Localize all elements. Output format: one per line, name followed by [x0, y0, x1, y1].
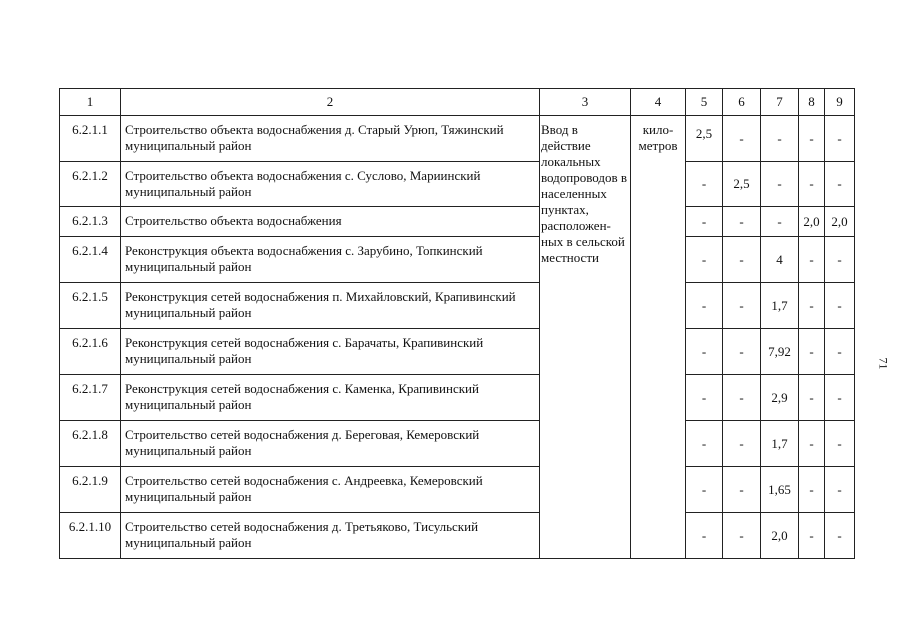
- value-col-8: -: [799, 283, 825, 329]
- table-row: [60, 116, 855, 162]
- row-name: Реконструкция сетей водоснабжения с. Каменка, Крапивинский муниципальный район: [121, 375, 540, 421]
- header-col-9: 9: [825, 89, 855, 116]
- row-number: 6.2.1.3: [60, 207, 121, 237]
- table-row: [60, 283, 855, 329]
- value-col-7: -: [761, 116, 799, 162]
- page-number: 71: [876, 357, 891, 370]
- value-col-8: -: [799, 237, 825, 283]
- table-row: [60, 207, 855, 237]
- table-row: [60, 375, 855, 421]
- row-number: 6.2.1.1: [60, 116, 121, 162]
- row-name: Реконструкция сетей водоснабжения с. Барачаты, Крапивинский муниципальный район: [121, 329, 540, 375]
- value-col-9: -: [825, 283, 855, 329]
- row-name: Строительство сетей водоснабжения с. Андреевка, Кемеровский муниципальный район: [121, 467, 540, 513]
- value-col-8: -: [799, 329, 825, 375]
- value-col-9: -: [825, 116, 855, 162]
- value-col-9: -: [825, 513, 855, 559]
- value-col-8: -: [799, 421, 825, 467]
- header-col-3: 3: [540, 89, 631, 116]
- value-col-5: -: [686, 207, 723, 237]
- measures-table: [59, 88, 855, 559]
- value-col-9: 2,0: [825, 207, 855, 237]
- value-col-9: -: [825, 421, 855, 467]
- value-col-6: -: [723, 513, 761, 559]
- row-number: 6.2.1.7: [60, 375, 121, 421]
- table-row: [60, 513, 855, 559]
- row-number: 6.2.1.4: [60, 237, 121, 283]
- row-name: Строительство сетей водоснабжения д. Береговая, Кемеровский муниципальный район: [121, 421, 540, 467]
- value-col-9: -: [825, 237, 855, 283]
- value-col-6: -: [723, 116, 761, 162]
- value-col-8: 2,0: [799, 207, 825, 237]
- value-col-5: -: [686, 421, 723, 467]
- value-col-9: -: [825, 467, 855, 513]
- value-col-8: -: [799, 162, 825, 207]
- value-col-9: -: [825, 329, 855, 375]
- value-col-6: -: [723, 207, 761, 237]
- value-col-5: -: [686, 283, 723, 329]
- table-row: [60, 421, 855, 467]
- value-col-5: -: [686, 162, 723, 207]
- header-col-1: 1: [60, 89, 121, 116]
- row-number: 6.2.1.6: [60, 329, 121, 375]
- value-col-5: -: [686, 375, 723, 421]
- value-col-7: 4: [761, 237, 799, 283]
- header-col-5: 5: [686, 89, 723, 116]
- value-col-6: 2,5: [723, 162, 761, 207]
- table-row: [60, 162, 855, 207]
- header-row: [60, 89, 855, 116]
- value-col-5: -: [686, 237, 723, 283]
- value-col-6: -: [723, 421, 761, 467]
- row-name: Строительство объекта водоснабжения с. Суслово, Мариинский муниципальный район: [121, 162, 540, 207]
- value-col-8: -: [799, 467, 825, 513]
- header-col-4: 4: [631, 89, 686, 116]
- value-col-8: -: [799, 513, 825, 559]
- value-col-7: 1,65: [761, 467, 799, 513]
- value-col-7: 2,9: [761, 375, 799, 421]
- value-col-6: -: [723, 283, 761, 329]
- value-col-5: 2,5: [686, 116, 723, 162]
- value-col-6: -: [723, 467, 761, 513]
- value-col-7: 2,0: [761, 513, 799, 559]
- value-col-6: -: [723, 375, 761, 421]
- row-number: 6.2.1.2: [60, 162, 121, 207]
- value-col-7: -: [761, 162, 799, 207]
- value-col-7: 7,92: [761, 329, 799, 375]
- value-col-7: -: [761, 207, 799, 237]
- value-col-6: -: [723, 237, 761, 283]
- header-col-6: 6: [723, 89, 761, 116]
- row-number: 6.2.1.8: [60, 421, 121, 467]
- value-col-7: 1,7: [761, 421, 799, 467]
- table-row: [60, 329, 855, 375]
- value-col-9: -: [825, 375, 855, 421]
- unit-cell: кило-метров: [631, 116, 686, 559]
- header-col-8: 8: [799, 89, 825, 116]
- table-row: [60, 467, 855, 513]
- header-col-2: 2: [121, 89, 540, 116]
- table-row: [60, 237, 855, 283]
- value-col-5: -: [686, 513, 723, 559]
- header-col-7: 7: [761, 89, 799, 116]
- value-col-5: -: [686, 329, 723, 375]
- value-col-8: -: [799, 375, 825, 421]
- row-name: Реконструкция сетей водоснабжения п. Михайловский, Крапивинский муниципальный район: [121, 283, 540, 329]
- value-col-9: -: [825, 162, 855, 207]
- row-name: Строительство сетей водоснабжения д. Третьяково, Тисульский муниципальный район: [121, 513, 540, 559]
- row-name: Реконструкция объекта водоснабжения с. Зарубино, Топкинский муниципальный район: [121, 237, 540, 283]
- row-number: 6.2.1.10: [60, 513, 121, 559]
- measure-description: Ввод в действие локальных водопроводов в населенных пунктах, расположен-ных в сельской местности: [540, 116, 631, 559]
- value-col-8: -: [799, 116, 825, 162]
- row-name: Строительство объекта водоснабжения: [121, 207, 540, 237]
- row-number: 6.2.1.5: [60, 283, 121, 329]
- row-name: Строительство объекта водоснабжения д. Старый Урюп, Тяжинский муниципальный район: [121, 116, 540, 162]
- value-col-5: -: [686, 467, 723, 513]
- value-col-7: 1,7: [761, 283, 799, 329]
- row-number: 6.2.1.9: [60, 467, 121, 513]
- value-col-6: -: [723, 329, 761, 375]
